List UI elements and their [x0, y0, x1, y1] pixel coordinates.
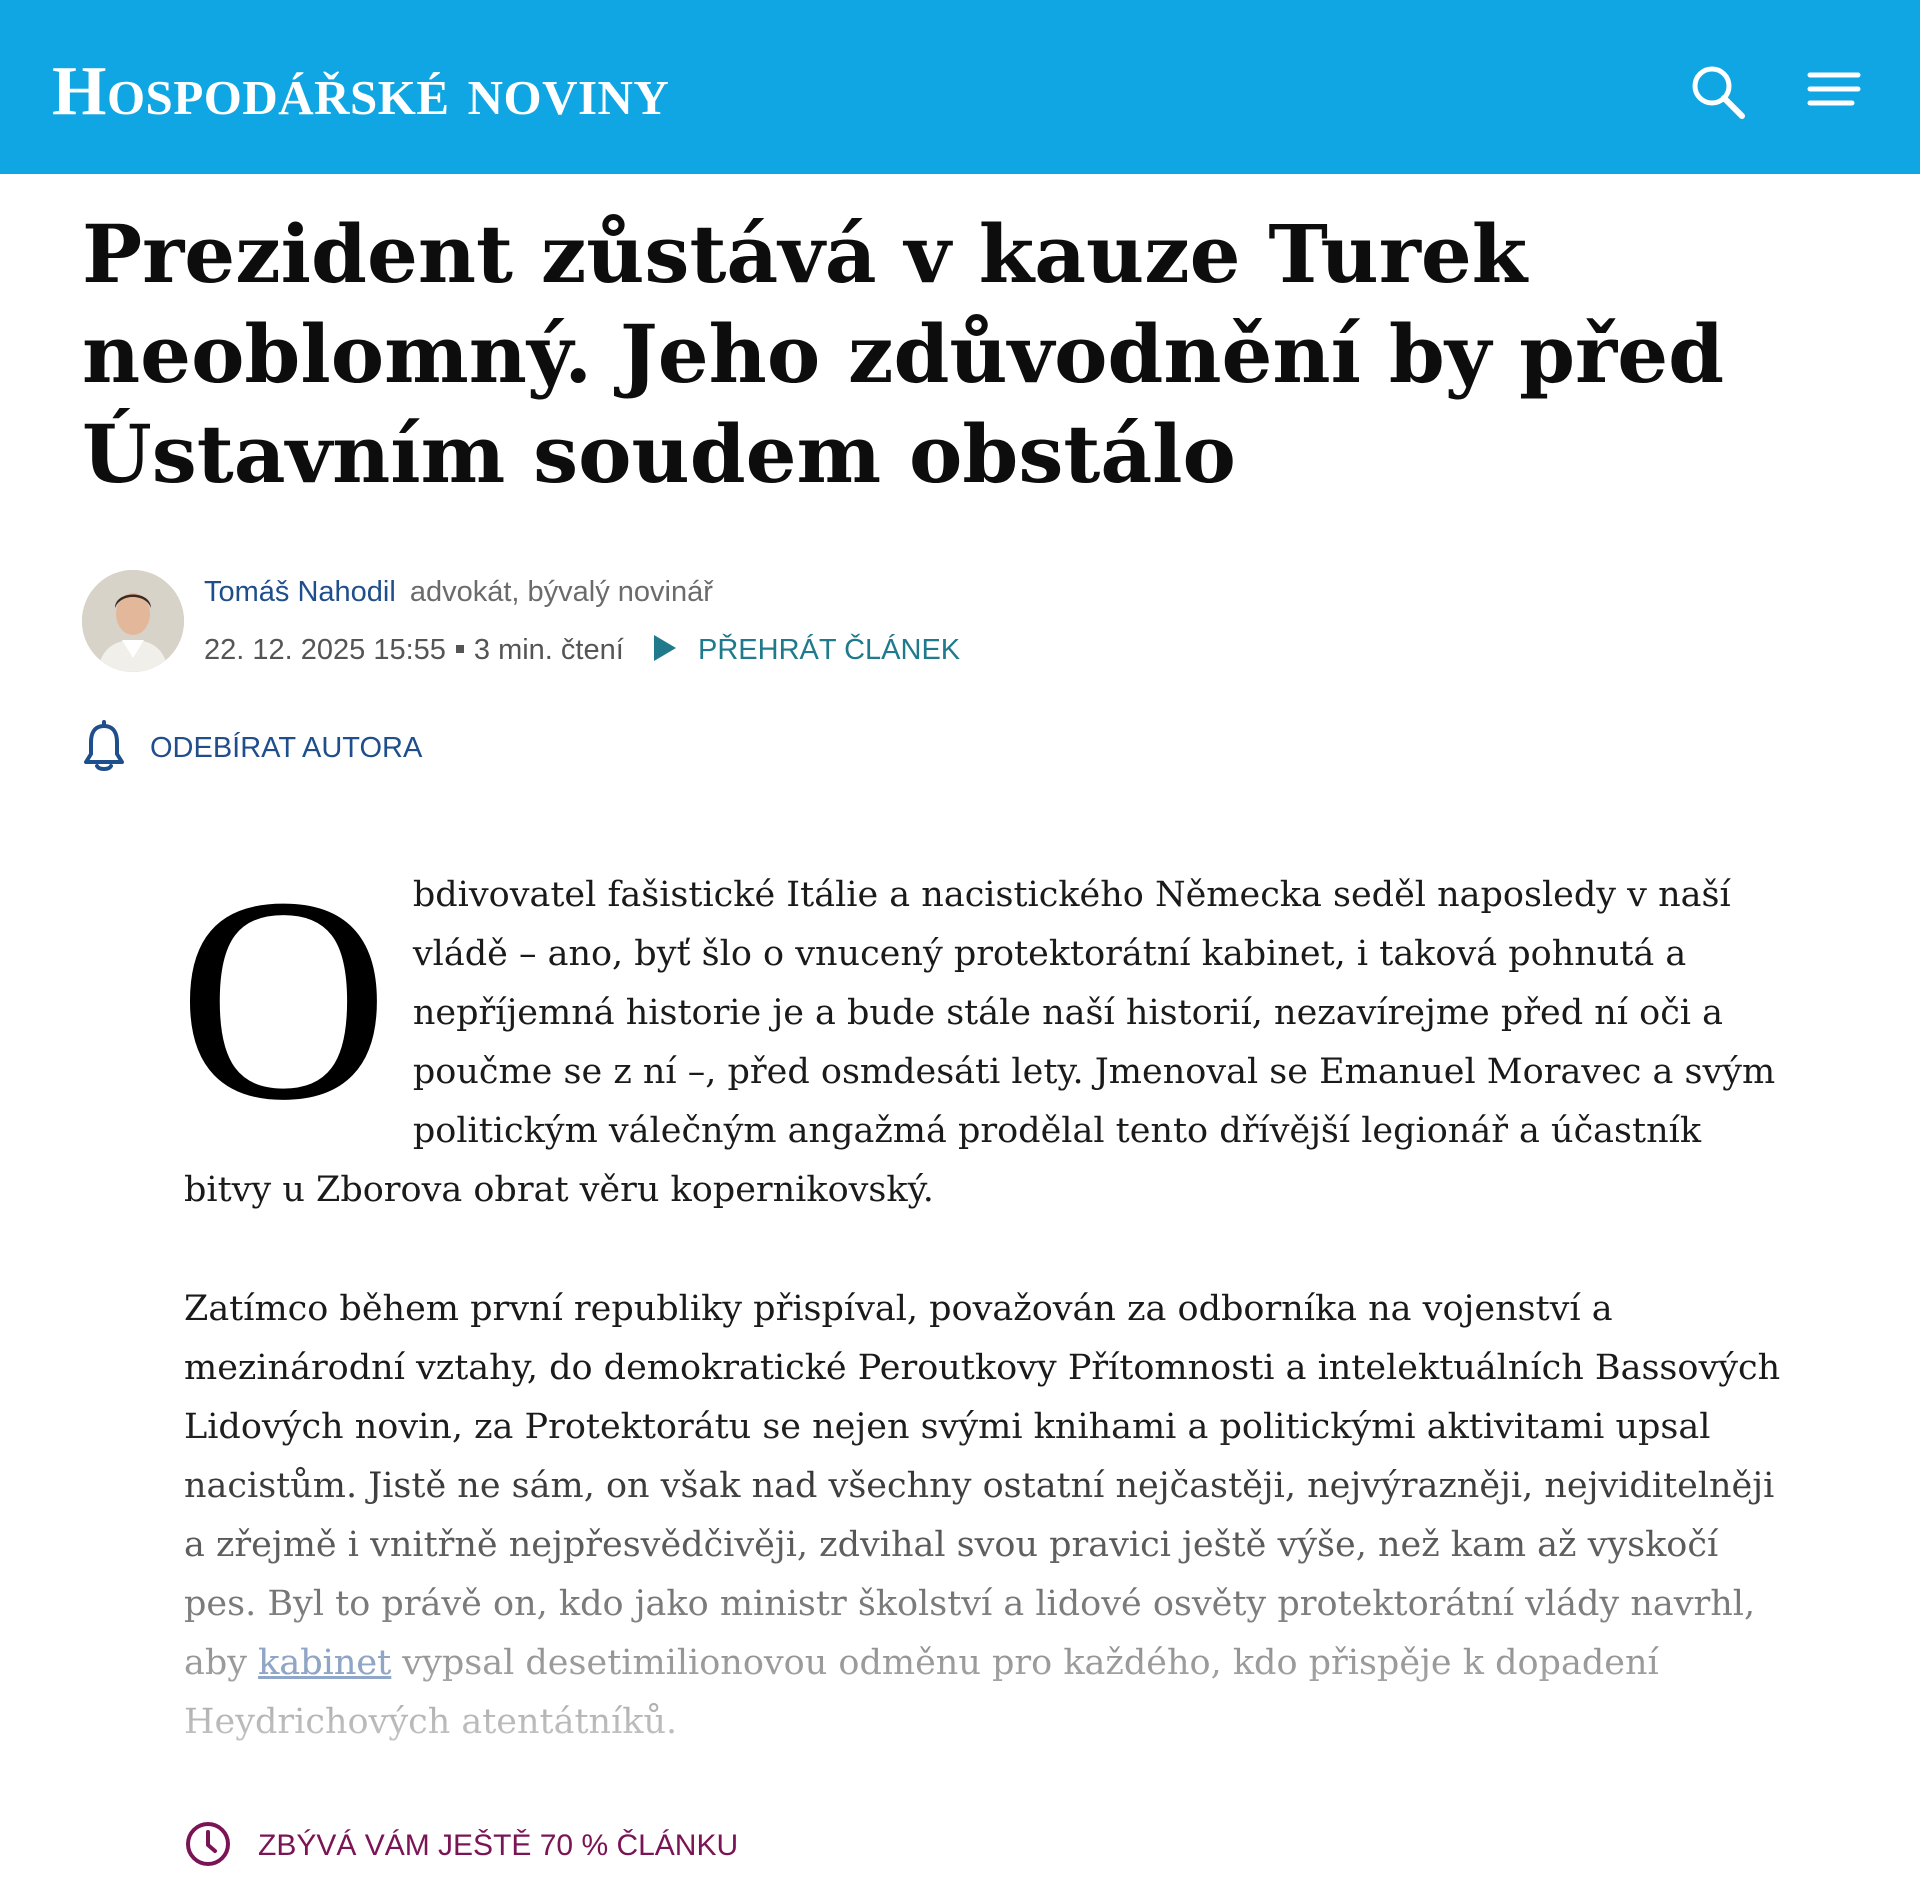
- paragraph-text: Zatímco během první republiky přispíval, považován za odborníka na vojenství a mezinárodní vztahy, do demokratické Peroutkovy Přítomnosti a intelektuálních Bassových Lidových novin, za Protektorátu se nejen svými knihami a politickými aktivitami upsal nacistům. Jistě ne sám, on však nad všechny ostatní nejčastěji, nejvýrazněji, nejviditelněji a zřejmě i vnitřně nejpřesvědčivěji, zdvihal svou pravici ještě výše, než kam až vyskočí pes. Byl to právě on, kdo jako ministr školství a lidové osvěty protektorátní vlády navrhl, aby: [184, 1289, 1781, 1683]
- author-role: advokát, bývalý novinář: [409, 576, 713, 608]
- paywall-remaining-notice[interactable]: [184, 1818, 738, 1874]
- hamburger-menu-icon: [1806, 66, 1862, 116]
- author-avatar[interactable]: [82, 570, 184, 672]
- paragraph-text: bdivovatel fašistické Itálie a nacistického Německa seděl naposledy v naší vládě – ano, byť šlo o vnucený protektorátní kabinet, i taková pohnutá a nepříjemná historie je a bude stále naší historií, nezavírejme před ní oči a poučme se z ní –, před osmdesáti lety. Jmenoval se Emanuel Moravec a svým politickým válečným angažmá prodělal tento dřívější legionář a účastník bitvy u Zborova obrat věru kopernikovský.: [184, 875, 1776, 1210]
- article-headline: Prezident zůstává v kauze Turek neoblomný. Jeho zdůvodnění by před Ústavním soudem obstálo: [82, 207, 1725, 501]
- paragraph-text: vypsal desetimilionovou odměnu pro každého, kdo přispěje k dopadení Heydrichových atentátníků.: [184, 1643, 1659, 1742]
- article-body: [178, 838, 1784, 1752]
- play-article-button[interactable]: [652, 628, 960, 672]
- author-name[interactable]: Tomáš Nahodil: [204, 576, 396, 608]
- author-photo-icon: [82, 570, 184, 672]
- author-line: [204, 570, 713, 614]
- reading-time: 3 min. čtení: [473, 634, 624, 666]
- site-header: [0, 0, 1920, 174]
- article-meta: [204, 628, 624, 672]
- search-button[interactable]: [1688, 62, 1748, 122]
- remaining-label: ZBÝVÁ VÁM JEŠTĚ 70 % ČLÁNKU: [258, 1829, 739, 1862]
- menu-button[interactable]: [1806, 66, 1862, 116]
- play-icon: [652, 633, 678, 663]
- subscribe-author-button[interactable]: [82, 722, 422, 774]
- article-paragraph-fading: [184, 1280, 1784, 1752]
- clock-icon: [184, 1820, 232, 1868]
- site-logo[interactable]: Hospodářské noviny: [52, 53, 670, 130]
- article-paragraph: [178, 838, 1784, 1220]
- meta-separator: [456, 645, 464, 653]
- drop-cap: O: [178, 838, 389, 1161]
- publish-date: 22. 12. 2025 15:55: [204, 634, 446, 666]
- play-article-label: PŘEHRÁT ČLÁNEK: [698, 634, 961, 666]
- bell-icon: [82, 720, 126, 772]
- inline-link-kabinet[interactable]: kabinet: [258, 1643, 392, 1683]
- search-icon: [1688, 62, 1748, 122]
- subscribe-author-label: ODEBÍRAT AUTORA: [150, 732, 423, 764]
